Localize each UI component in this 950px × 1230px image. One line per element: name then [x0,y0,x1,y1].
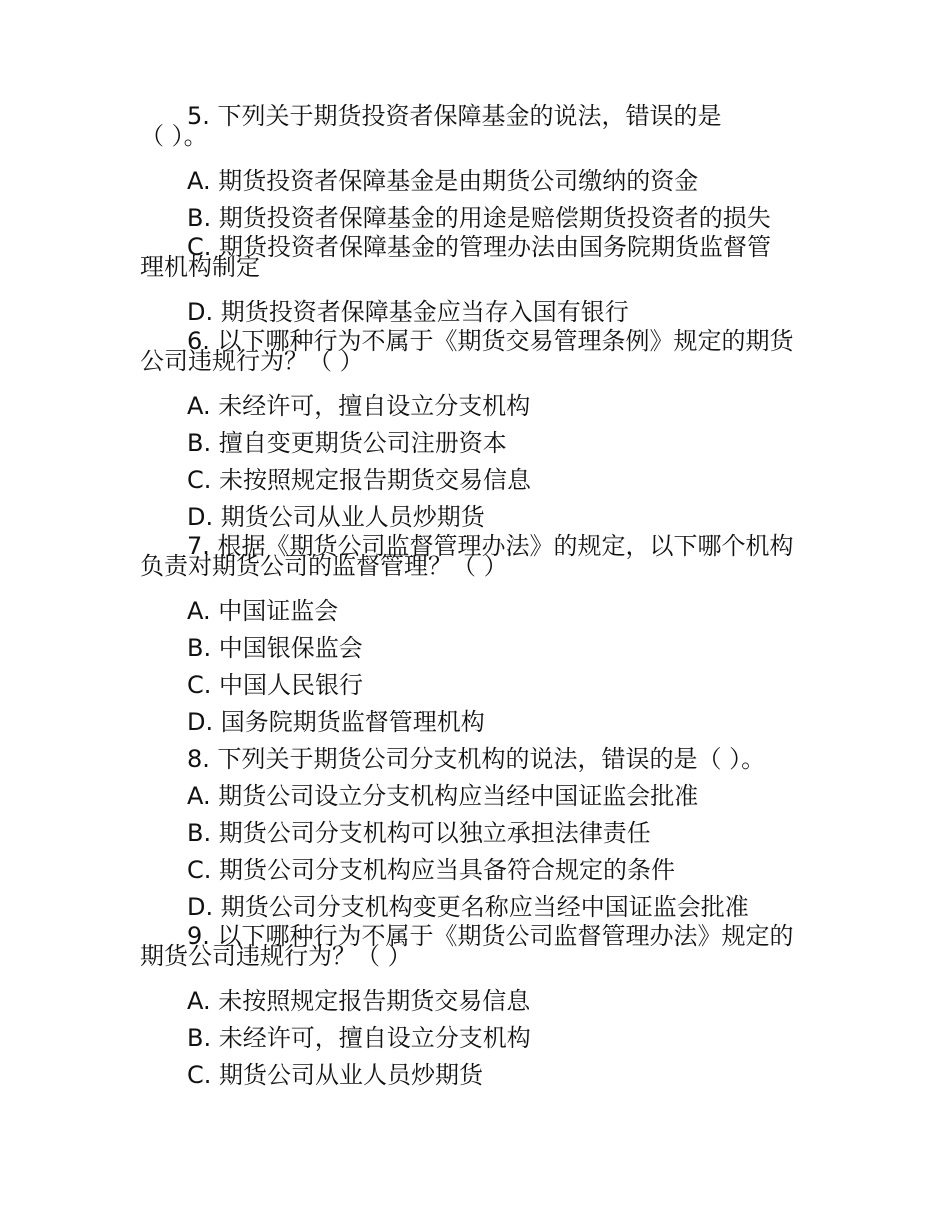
question-8-option-b: B. 期货公司分支机构可以独立承担法律责任 [187,819,651,847]
question-9-stem-line2: 期货公司违规行为？（ ） [140,942,412,970]
question-6-stem-line1: 6. 以下哪种行为不属于《期货交易管理条例》规定的期货 [187,327,794,355]
question-7-stem [140,532,820,580]
question-7-option-d: D. 国务院期货监督管理机构 [187,708,485,736]
question-6-option-b: B. 擅自变更期货公司注册资本 [187,429,507,457]
question-9-stem [140,922,820,970]
question-8-stem: 8. 下列关于期货公司分支机构的说法，错误的是（ ）。 [187,745,766,773]
question-6-option-a: A. 未经许可，擅自设立分支机构 [187,392,531,420]
question-8-option-a: A. 期货公司设立分支机构应当经中国证监会批准 [187,782,699,810]
question-7-option-b: B. 中国银保监会 [187,634,363,662]
question-6-option-c: C. 未按照规定报告期货交易信息 [187,466,532,494]
question-5-option-a: A. 期货投资者保障基金是由期货公司缴纳的资金 [187,167,699,195]
question-5-stem-line2: （ ）。 [140,122,208,150]
question-9-option-a: A. 未按照规定报告期货交易信息 [187,987,531,1015]
question-5-stem-line1: 5. 下列关于期货投资者保障基金的说法，错误的是 [187,102,722,130]
question-5-stem [140,102,820,150]
question-5-option-c-line2: 理机构制定 [140,253,260,281]
question-7-stem-line2: 负责对期货公司的监督管理？（ ） [140,552,508,580]
question-6-stem [140,327,820,375]
question-9-stem-line1: 9. 以下哪种行为不属于《期货公司监督管理办法》规定的 [187,922,794,950]
question-6-option-d: D. 期货公司从业人员炒期货 [187,503,485,531]
question-5-option-d: D. 期货投资者保障基金应当存入国有银行 [187,298,629,326]
question-9-option-b: B. 未经许可，擅自设立分支机构 [187,1024,531,1052]
question-list [140,102,820,1094]
question-7-stem-line1: 7. 根据《期货公司监督管理办法》的规定，以下哪个机构 [187,532,794,560]
question-5-option-c [140,233,820,281]
question-9-option-c: C. 期货公司从业人员炒期货 [187,1061,484,1089]
question-5-option-b: B. 期货投资者保障基金的用途是赔偿期货投资者的损失 [187,204,771,232]
question-6-stem-line2: 公司违规行为？（ ） [140,347,364,375]
question-8-option-c: C. 期货公司分支机构应当具备符合规定的条件 [187,856,676,884]
question-7-option-a: A. 中国证监会 [187,597,339,625]
question-7-option-c: C. 中国人民银行 [187,671,364,699]
question-8-option-d: D. 期货公司分支机构变更名称应当经中国证监会批准 [187,893,749,921]
question-5-option-c-line1: C. 期货投资者保障基金的管理办法由国务院期货监督管 [187,233,772,261]
